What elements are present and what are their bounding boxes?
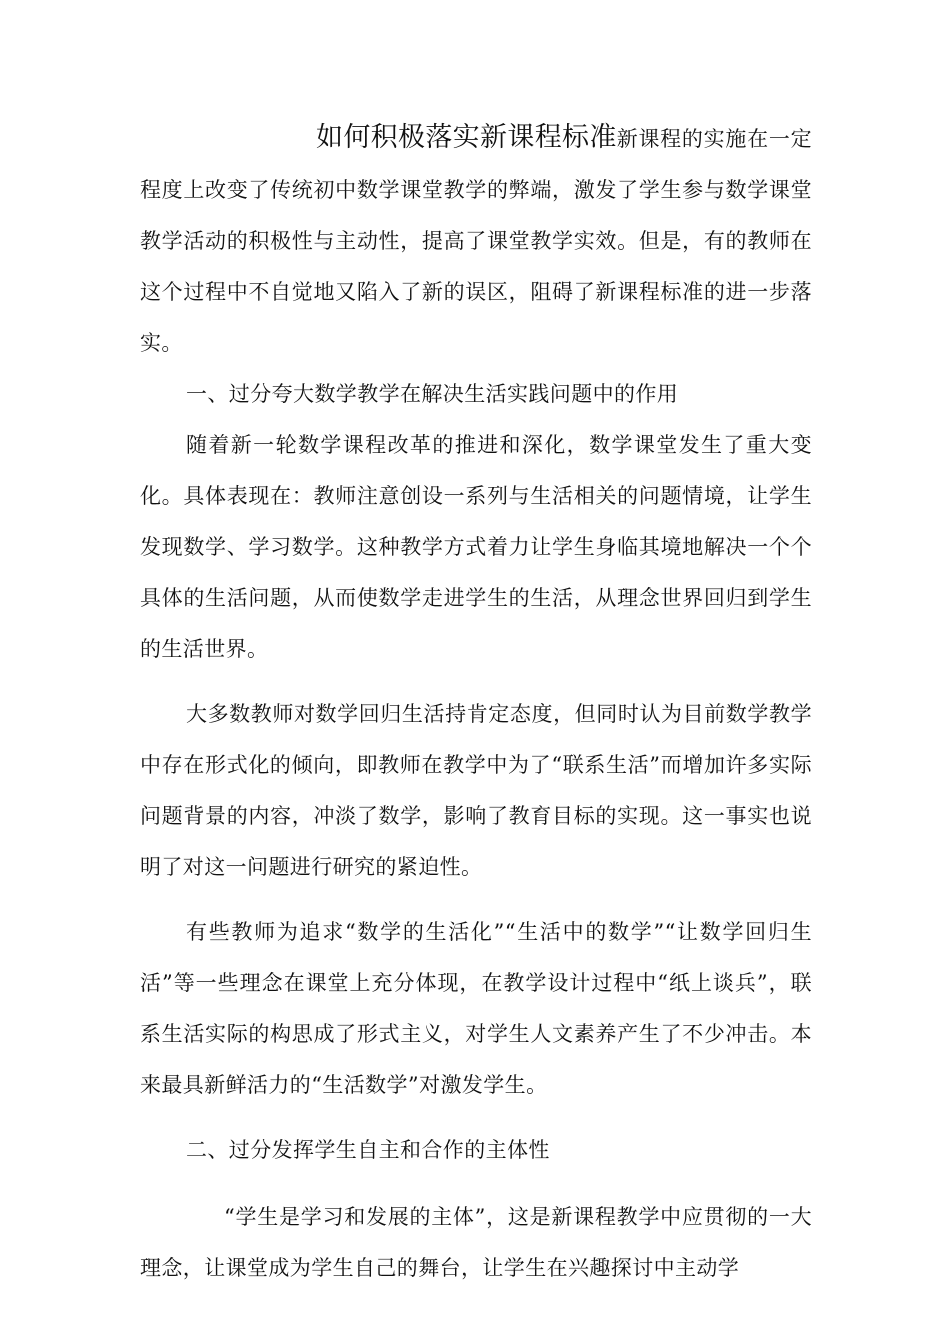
intro-paragraph bbox=[140, 112, 812, 369]
document-title: 如何积极落实新课程标准 bbox=[316, 122, 617, 153]
section2-paragraph-1: “学生是学习和发展的主体”，这是新课程教学中应贯彻的一大理念，让课堂成为学生自己的舞台，让学生在兴趣探讨中主动学 bbox=[140, 1205, 812, 1280]
section1-paragraph-2: 大多数教师对数学回归生活持肯定态度，但同时认为目前数学教学中存在形式化的倾向，即教师在教学中为了“联系生活”而增加许多实际问题背景的内容，冲淡了数学，影响了教育目标的实现。这一事实也说明了对这一问题进行研究的紧迫性。 bbox=[140, 702, 812, 879]
section1-paragraph-1: 随着新一轮数学课程改革的推进和深化，数学课堂发生了重大变化。具体表现在：教师注意创设一系列与生活相关的问题情境，让学生发现数学、学习数学。这种教学方式着力让学生身临其境地解决一个个具体的生活问题，从而使数学走进学生的生活，从理念世界回归到学生的生活世界。 bbox=[140, 433, 812, 661]
section1-paragraph-3: 有些教师为追求“数学的生活化”“生活中的数学”“让数学回归生活”等一些理念在课堂上充分体现，在教学设计过程中“纸上谈兵”，联系生活实际的构思成了形式主义，对学生人文素养产生了不少冲击。本来最具新鲜活力的“生活数学”对激发学生。 bbox=[140, 920, 812, 1097]
section-heading-2: 二、过分发挥学生自主和合作的主体性 bbox=[186, 1138, 550, 1162]
document-body bbox=[140, 112, 812, 1294]
intro-text: 新课程的实施在一定程度上改变了传统初中数学课堂教学的弊端，激发了学生参与数学课堂教学活动的积极性与主动性，提高了课堂教学实效。但是，有的教师在这个过程中不自觉地又陷入了新的误区，阻碍了新课程标准的进一步落实。 bbox=[140, 127, 812, 355]
section-heading-1: 一、过分夸大数学教学在解决生活实践问题中的作用 bbox=[186, 382, 679, 406]
